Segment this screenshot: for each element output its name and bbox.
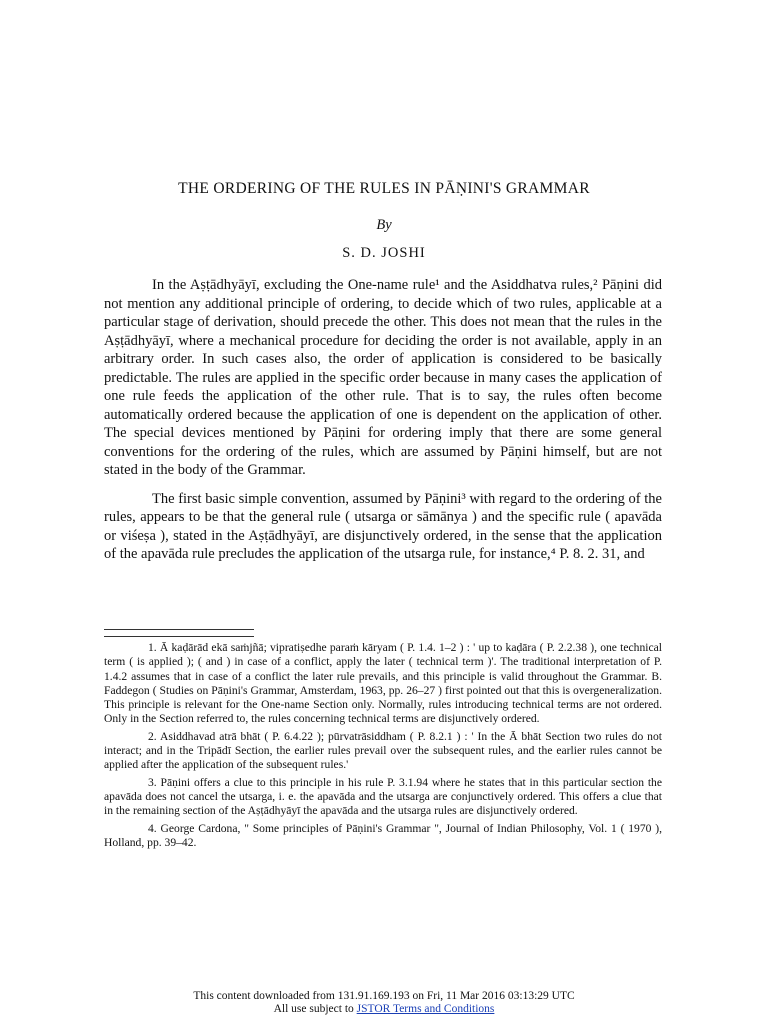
footnote-1: 1. Ā kaḍārād ekā saṁjñā; vipratiṣedhe paraṁ kāryam ( P. 1.4. 1–2 ) : ' up to kaḍāra ( P. 2.2.38 ), one technical term ( is applied ); ( and ) in case of a conflict, apply the later ( technical term )'. The traditional interpretation of P. 1.4.2 assumes that in case of a conflict the later rule prevails, and this principle is valid throughout the Grammar. B. Faddegon ( Studies on Pāṇini's Grammar, Amsterdam, 1963, pp. 26–27 ) first pointed out that this is overgeneralization. This principle is relevant for the One-name Section only. Normally, rules introducing technical terms are not ordered. Only in the Section referred to, the rules concerning technical terms are disjunctively ordered. xyxy=(104,641,662,726)
terms-line xyxy=(0,1003,768,1016)
download-footer xyxy=(0,990,768,1016)
footnote-3: 3. Pāṇini offers a clue to this principle in his rule P. 3.1.94 where he states that in this particular section the apavāda does not cancel the utsarga, i. e. the apavāda and the utsarga are conjunctively ordered. This offers a clue that in the remaining section of the Aṣṭādhyāyī the apavāda and the utsarga rules are disjunctively ordered. xyxy=(104,775,662,818)
footnotes xyxy=(104,641,662,850)
article-title: THE ORDERING OF THE RULES IN PĀṆINI'S GRAMMAR xyxy=(178,180,590,197)
footnote-2: 2. Asiddhavad atrā bhāt ( P. 6.4.22 ); pūrvatrāsiddham ( P. 8.2.1 ) : ' In the Ā bhāt Section two rules do not interact; and in the Tripādī Section, the earlier rules prevail over the subsequent rules, and the earlier rules cannot be applied after the application of the subsequent rules.' xyxy=(104,729,662,772)
body-paragraph-1: In the Aṣṭādhyāyī, excluding the One-name rule¹ and the Asiddhatva rules,² Pāṇini did not mention any additional principle of ordering, to decide which of two rules, applicable at a particular stage of derivation, should precede the other. This does not mean that the rules in the Aṣṭādhyāyī, where a mechanical procedure for deciding the order is not available, apply in an arbitrary order. In such cases also, the order of application is considered to be basically predictable. The rules are applied in the specific order because in many cases the application of one rule feeds the application of the other rule. That is to say, the rules often become automatically ordered because the application of one is dependent on the application of other. The special devices mentioned by Pāṇini for ordering imply that there are some general conventions for the ordering of the rules, which are assumed by Pāṇini himself, but are not stated in the body of the Grammar. xyxy=(104,277,662,478)
download-notice: This content downloaded from 131.91.169.193 on Fri, 11 Mar 2016 03:13:29 UTC xyxy=(193,990,575,1002)
footnote-4: 4. George Cardona, " Some principles of Pāṇini's Grammar ", Journal of Indian Philosophy, Vol. 1 ( 1970 ), Holland, pp. 39–42. xyxy=(104,821,662,849)
footnote-divider xyxy=(104,629,254,637)
byline: By xyxy=(376,217,392,233)
jstor-terms-link[interactable]: JSTOR Terms and Conditions xyxy=(356,1003,495,1015)
article-body xyxy=(104,276,662,564)
author-name: S. D. JOSHI xyxy=(342,245,426,261)
body-paragraph-2: The first basic simple convention, assumed by Pāṇini³ with regard to the ordering of the rules, appears to be that the general rule ( utsarga or sāmānya ) and the specific rule ( apavāda or viśeṣa ), stated in the Aṣṭādhyāyī, are disjunctively ordered, in the sense that the application of the apavāda rule precludes the application of the utsarga rule, for instance,⁴ P. 8. 2. 31, and xyxy=(104,490,662,562)
terms-prefix: All use subject to xyxy=(273,1003,357,1015)
